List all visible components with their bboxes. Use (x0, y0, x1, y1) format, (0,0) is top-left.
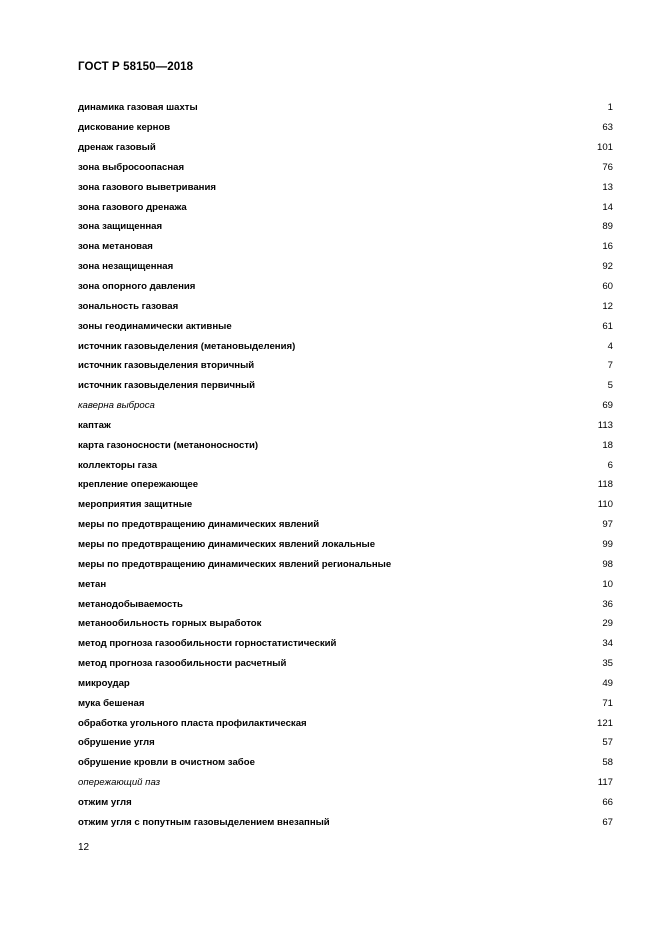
index-term: отжим угля (78, 796, 132, 808)
index-number: 66 (602, 796, 613, 808)
index-number: 67 (602, 816, 613, 828)
index-entry (78, 812, 613, 832)
index-term: дренаж газовый (78, 142, 156, 154)
index-term: опережающий паз (78, 777, 161, 789)
index-entry (78, 177, 613, 197)
index-term: меры по предотвращению динамических явлений региональные (78, 558, 392, 570)
index-entry (78, 396, 613, 416)
index-number: 63 (602, 122, 613, 134)
index-number: 1 (607, 102, 613, 114)
index-entry (78, 356, 613, 376)
index-entry (78, 277, 613, 297)
index-number: 4 (607, 340, 613, 352)
index-term: мука бешеная (78, 697, 145, 709)
index-term: метанообильность горных выработок (78, 618, 262, 630)
index-term: зона газового дренажа (78, 201, 187, 213)
index-entry (78, 475, 613, 495)
index-term: микроудар (78, 677, 130, 689)
index-term: меры по предотвращению динамических явлений (78, 519, 320, 531)
index-number: 57 (602, 737, 613, 749)
index-term: метанодобываемость (78, 598, 183, 610)
index-entry (78, 634, 613, 654)
index-entry (78, 693, 613, 713)
index-term: коллекторы газа (78, 459, 158, 471)
index-entry (78, 118, 613, 138)
index-number: 18 (602, 439, 613, 451)
index-number: 89 (602, 221, 613, 233)
index-entry (78, 336, 613, 356)
index-term: зона защищенная (78, 221, 163, 233)
index-term: метод прогноза газообильности горностатистический (78, 638, 337, 650)
index-entry (78, 197, 613, 217)
index-entry (78, 435, 613, 455)
index-term: зона незащищенная (78, 261, 174, 273)
index-entry (78, 594, 613, 614)
index-term: карта газоносности (метаноносности) (78, 439, 259, 451)
index-entry (78, 98, 613, 118)
index-entry (78, 316, 613, 336)
index-entry (78, 237, 613, 257)
index-entry (78, 753, 613, 773)
index-number: 61 (602, 320, 613, 332)
index-number: 101 (596, 142, 613, 154)
index-entry (78, 535, 613, 555)
index-entry (78, 455, 613, 475)
index-entry (78, 158, 613, 178)
index-number: 14 (602, 201, 613, 213)
index-entry (78, 654, 613, 674)
index-number: 69 (602, 400, 613, 412)
index-number: 58 (602, 757, 613, 769)
index-term: источник газовыделения первичный (78, 380, 256, 392)
index-number: 110 (597, 499, 613, 511)
index-number: 12 (602, 300, 613, 312)
index-number: 35 (602, 658, 613, 670)
index-number: 36 (602, 598, 613, 610)
index-entry (78, 376, 613, 396)
index-entry (78, 773, 613, 793)
document-header: ГОСТ Р 58150—2018 (78, 61, 194, 73)
index-number: 7 (607, 360, 613, 372)
index-number: 118 (597, 479, 613, 491)
index-term: зоны геодинамически активные (78, 320, 232, 332)
index-term: обработка угольного пласта профилактическая (78, 717, 307, 729)
index-entry (78, 296, 613, 316)
index-number: 60 (602, 281, 613, 293)
index-entry (78, 257, 613, 277)
page-number: 12 (78, 842, 90, 853)
index-term: источник газовыделения вторичный (78, 360, 255, 372)
index-number: 71 (602, 697, 613, 709)
index-entry (78, 713, 613, 733)
index-term: обрушение кровли в очистном забое (78, 757, 255, 769)
index-term: крепление опережающее (78, 479, 199, 491)
index-number: 99 (602, 538, 613, 550)
index-number: 76 (602, 161, 613, 173)
index-number: 6 (607, 459, 613, 471)
index-number: 10 (602, 578, 613, 590)
index-term: дискование кернов (78, 122, 171, 134)
index-term: динамика газовая шахты (78, 102, 198, 114)
index-term: зональность газовая (78, 300, 179, 312)
index-number: 117 (597, 777, 613, 789)
index-entry (78, 138, 613, 158)
index-number: 113 (597, 419, 613, 431)
index-entry (78, 793, 613, 813)
index-number: 92 (602, 261, 613, 273)
index-term: каптаж (78, 419, 111, 431)
index-term: мероприятия защитные (78, 499, 193, 511)
index-number: 49 (602, 677, 613, 689)
index-term: зона выбросоопасная (78, 161, 185, 173)
index-term: зона метановая (78, 241, 153, 253)
index-term: метод прогноза газообильности расчетный (78, 658, 287, 670)
index-number: 29 (602, 618, 613, 630)
index-number: 98 (602, 558, 613, 570)
index-entry (78, 416, 613, 436)
index-number: 5 (607, 380, 613, 392)
index-entry (78, 574, 613, 594)
index-number: 13 (602, 181, 613, 193)
index-term: отжим угля с попутным газовыделением внезапный (78, 816, 330, 828)
index-number: 121 (596, 717, 613, 729)
index-entry (78, 554, 613, 574)
index-number: 97 (602, 519, 613, 531)
index-term: источник газовыделения (метановыделения) (78, 340, 296, 352)
index-number: 34 (602, 638, 613, 650)
index-term: метан (78, 578, 107, 590)
index-entry (78, 733, 613, 753)
index-term: зона газового выветривания (78, 181, 216, 193)
index-term: зона опорного давления (78, 281, 196, 293)
index-entry (78, 495, 613, 515)
index-entry (78, 673, 613, 693)
index-entry (78, 217, 613, 237)
index-entry (78, 515, 613, 535)
index-number: 16 (602, 241, 613, 253)
term-index-list (78, 98, 613, 832)
index-term: меры по предотвращению динамических явлений локальные (78, 538, 376, 550)
index-term: обрушение угля (78, 737, 155, 749)
index-entry (78, 614, 613, 634)
index-term: каверна выброса (78, 400, 155, 412)
